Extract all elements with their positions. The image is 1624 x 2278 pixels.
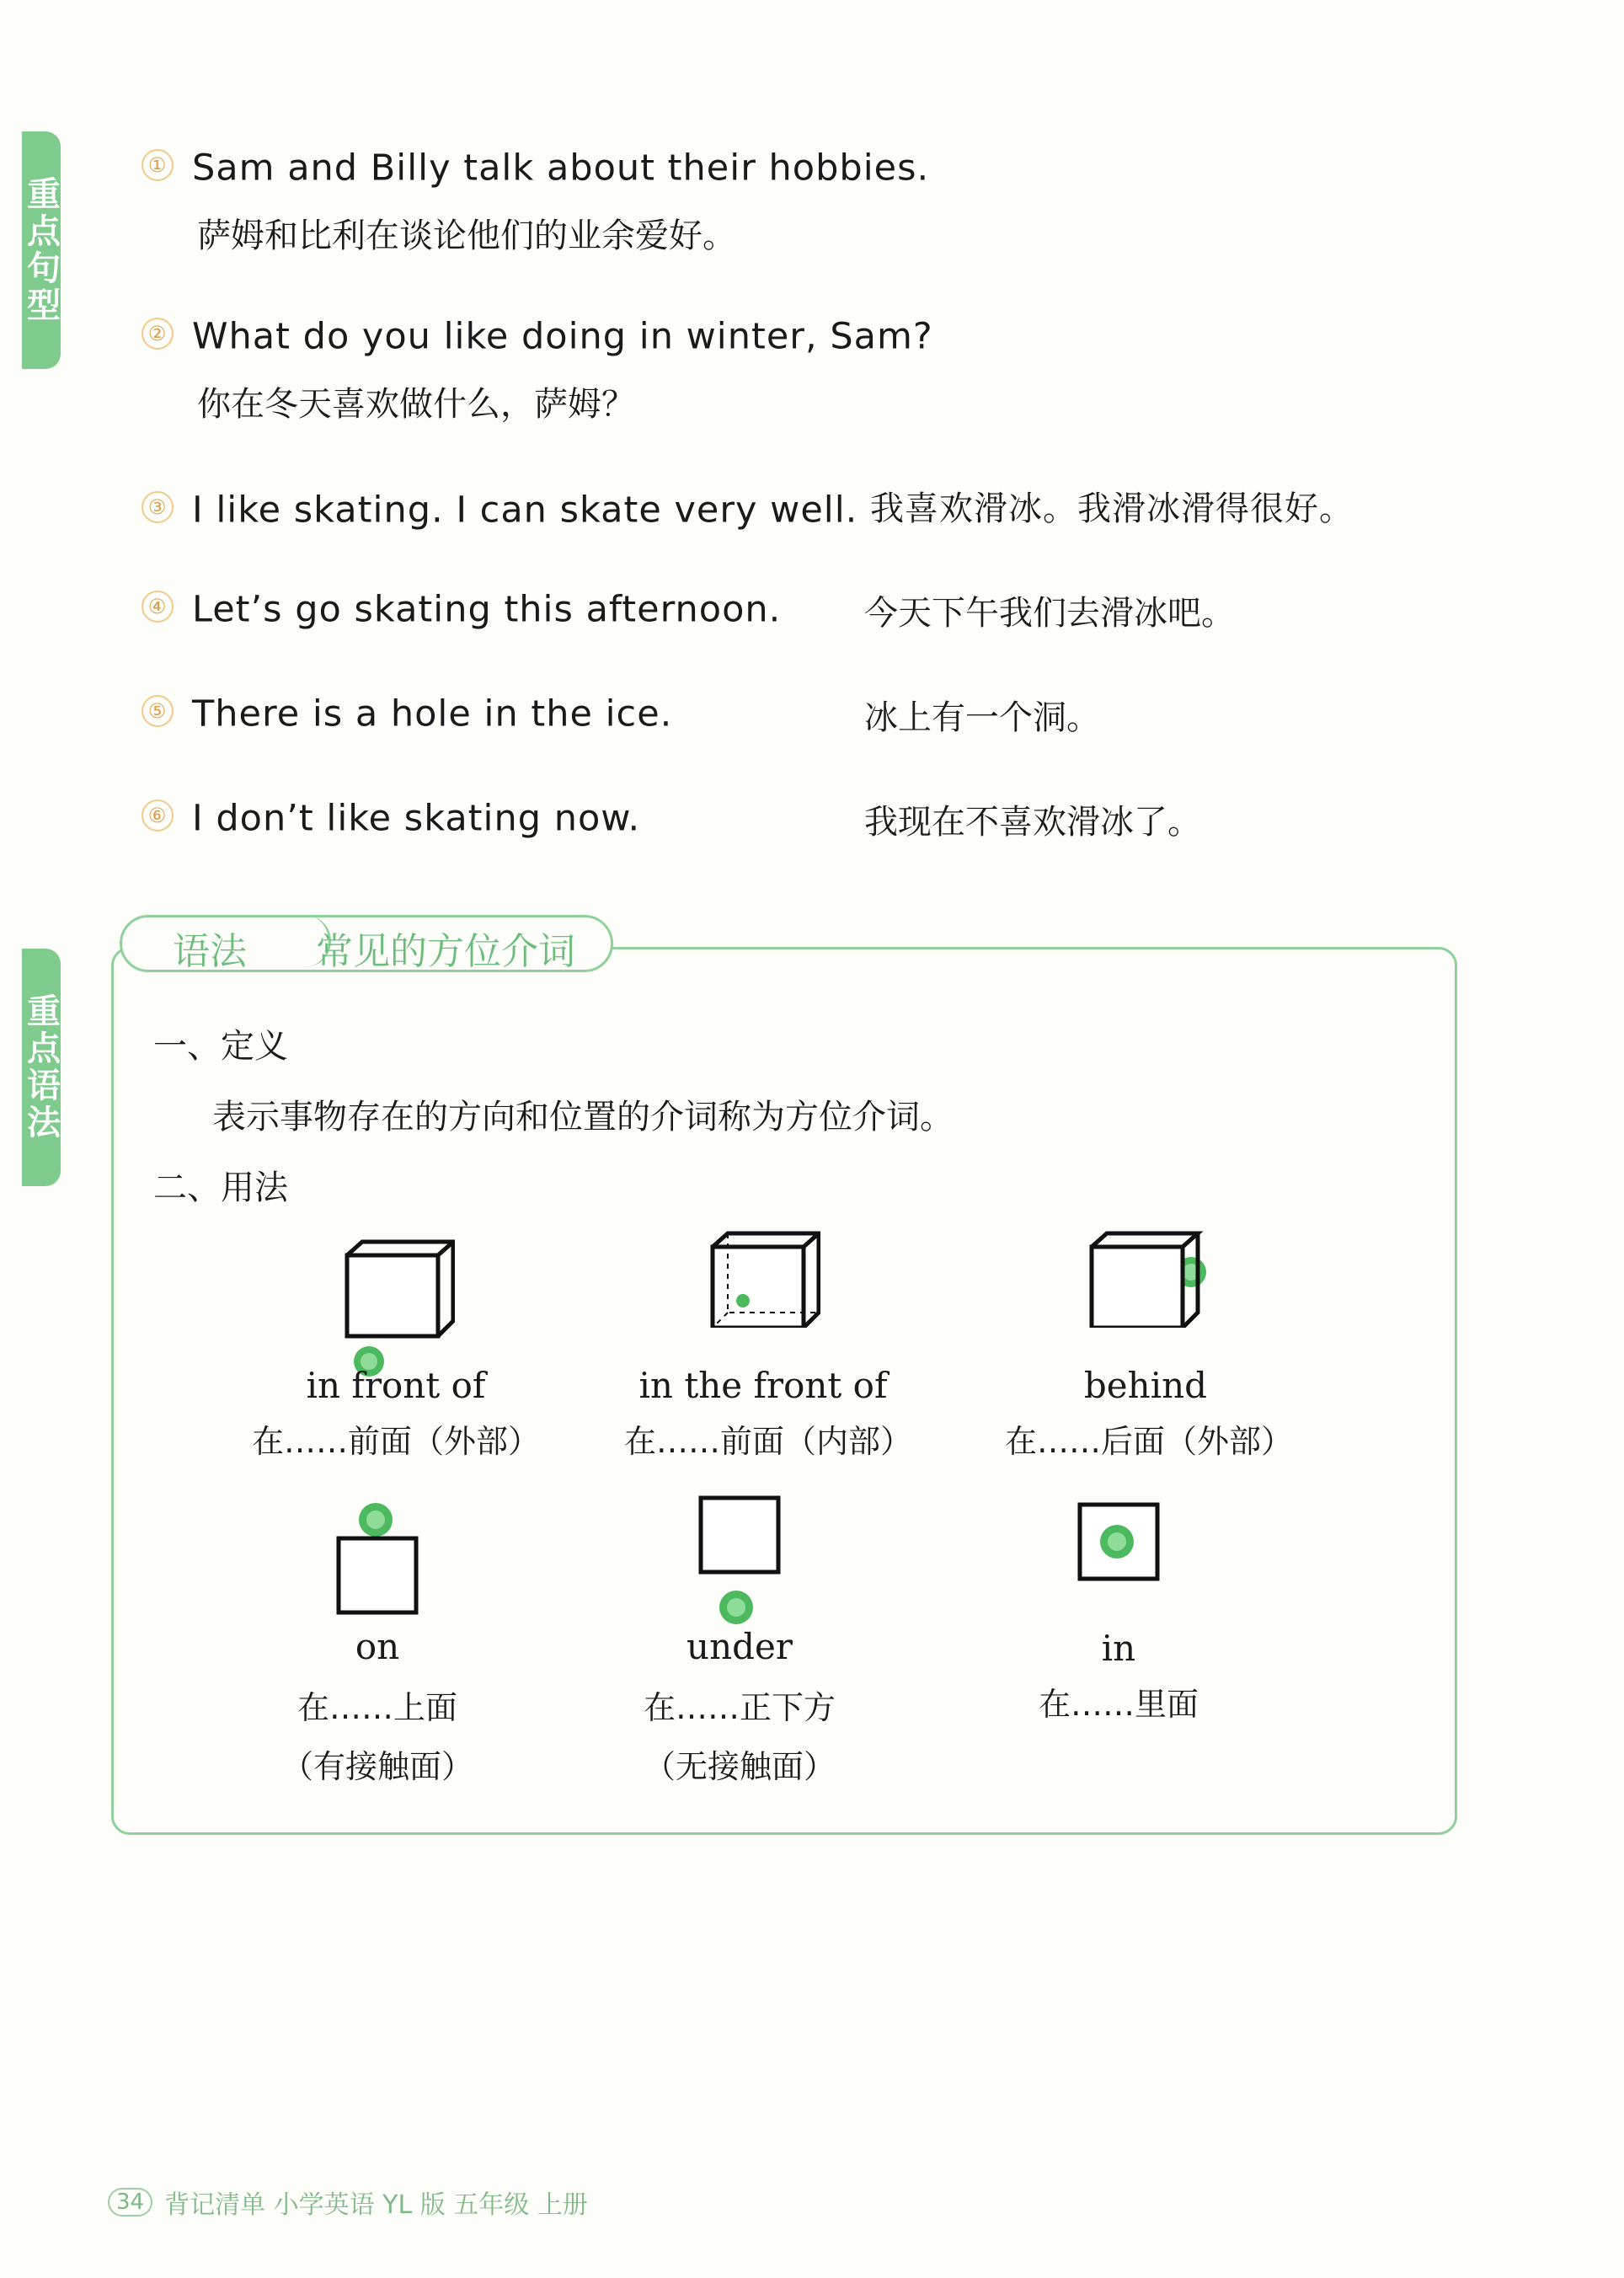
label-behind: behind bbox=[1083, 1365, 1208, 1406]
sentence-english: Sam and Billy talk about their hobbies. bbox=[192, 147, 930, 190]
sentence-number: ① bbox=[142, 149, 174, 181]
label-in-front-of-chinese: 在……前面（外部） bbox=[251, 1423, 540, 1460]
page-footer bbox=[108, 2184, 588, 2221]
sentence-english: There is a hole in the ice. bbox=[192, 692, 673, 735]
sentence-2 bbox=[142, 313, 933, 358]
label-in-the-front-of: in the front of bbox=[638, 1365, 888, 1406]
label-under-note: （无接触面） bbox=[643, 1748, 836, 1785]
sentence-1 bbox=[142, 145, 929, 190]
side-tab-key-sentences: 重点句型 bbox=[22, 131, 61, 369]
section-definition-heading: 一、定义 bbox=[153, 1027, 288, 1066]
sentence-chinese: 我喜欢滑冰。我滑冰滑得很好。 bbox=[870, 489, 1354, 528]
label-in-front-of: in front of bbox=[306, 1365, 486, 1406]
cube-behind-icon bbox=[1082, 1227, 1225, 1328]
sentence-english: Let’s go skating this afternoon. bbox=[192, 588, 782, 631]
box-under-icon bbox=[694, 1495, 787, 1629]
sentence-6-chinese: 我现在不喜欢滑冰了。 bbox=[864, 803, 1201, 842]
label-under: under bbox=[686, 1626, 793, 1667]
label-in: in bbox=[1101, 1628, 1136, 1669]
page-number: 34 bbox=[108, 2188, 152, 2217]
sentence-english: I like skating. I can skate very well. bbox=[192, 489, 858, 532]
sentence-6 bbox=[142, 795, 640, 840]
sentence-number: ③ bbox=[142, 491, 174, 523]
grammar-tab bbox=[120, 915, 613, 972]
cube-in-front-of-icon bbox=[337, 1235, 455, 1378]
sentence-number: ⑤ bbox=[142, 695, 174, 727]
box-on-icon bbox=[332, 1500, 425, 1618]
sentence-number: ④ bbox=[142, 591, 174, 623]
sentence-1-chinese: 萨姆和比利在谈论他们的业余爱好。 bbox=[197, 217, 736, 255]
sentence-5 bbox=[142, 691, 672, 735]
grammar-tab-label: 语法 bbox=[173, 930, 247, 973]
sentence-2-chinese: 你在冬天喜欢做什么，萨姆？ bbox=[197, 385, 635, 424]
cube-in-the-front-of-icon bbox=[702, 1227, 820, 1328]
box-in-icon bbox=[1073, 1501, 1166, 1586]
footer-text: 背记清单 小学英语 YL 版 五年级 上册 bbox=[164, 2190, 588, 2220]
label-in-chinese: 在……里面 bbox=[1038, 1686, 1199, 1723]
sentence-4 bbox=[142, 586, 781, 631]
sentence-4-chinese: 今天下午我们去滑冰吧。 bbox=[864, 594, 1235, 633]
side-tab-key-grammar: 重点语法 bbox=[22, 949, 61, 1186]
label-behind-chinese: 在……后面（外部） bbox=[1004, 1423, 1293, 1460]
grammar-tab-title: 常见的方位介词 bbox=[316, 930, 575, 973]
sentence-3 bbox=[142, 482, 1354, 532]
sentence-english: I don’t like skating now. bbox=[192, 797, 641, 840]
label-on-note: （有接触面） bbox=[280, 1748, 473, 1785]
sentence-5-chinese: 冰上有一个洞。 bbox=[864, 698, 1100, 737]
section-usage-heading: 二、用法 bbox=[153, 1168, 288, 1207]
section-definition-text: 表示事物存在的方向和位置的介词称为方位介词。 bbox=[212, 1098, 954, 1136]
label-in-the-front-of-chinese: 在……前面（内部） bbox=[623, 1423, 912, 1460]
sentence-number: ⑥ bbox=[142, 799, 174, 832]
sentence-number: ② bbox=[142, 318, 174, 350]
label-on-chinese: 在……上面 bbox=[296, 1689, 457, 1726]
label-on: on bbox=[355, 1626, 400, 1667]
sentence-english: What do you like doing in winter, Sam? bbox=[192, 315, 933, 358]
label-under-chinese: 在……正下方 bbox=[643, 1689, 836, 1726]
